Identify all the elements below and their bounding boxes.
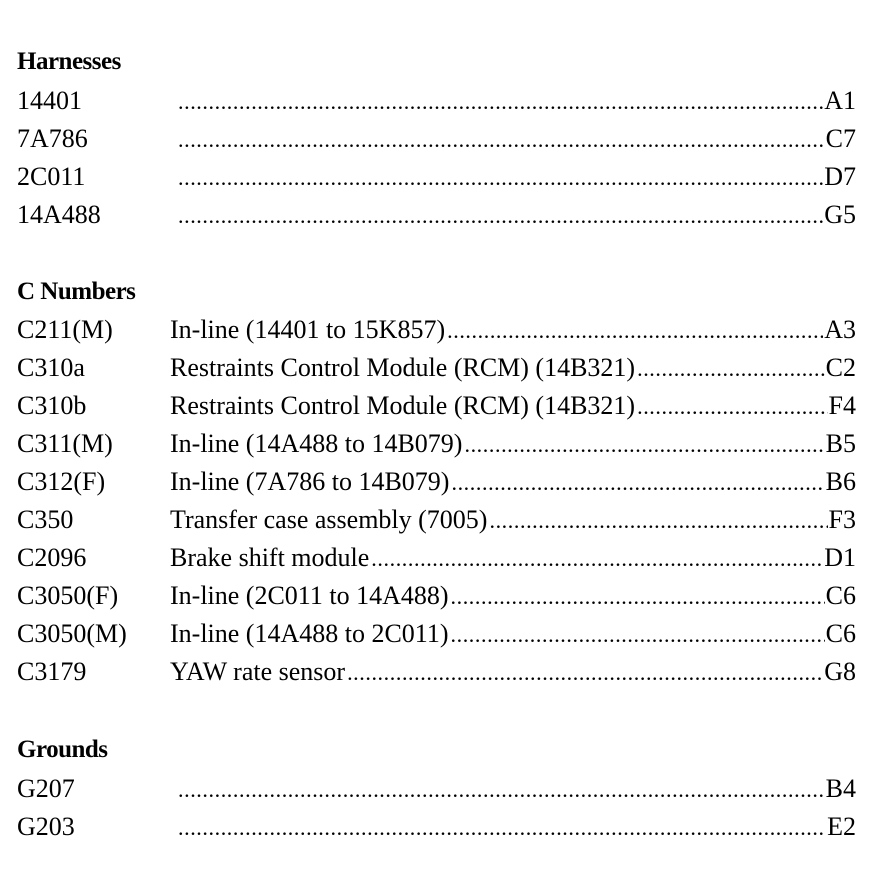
connector-description: Brake shift module: [170, 543, 370, 572]
connector-description: Restraints Control Module (RCM) (14B321): [170, 353, 636, 382]
connector-row: [0, 615, 874, 653]
dot-leader: [451, 464, 824, 502]
connector-description: Transfer case assembly (7005): [170, 505, 488, 534]
dot-leader: [178, 809, 826, 847]
leader-line: [170, 653, 856, 692]
grid-location: D1: [824, 543, 856, 572]
leader-line: [170, 615, 856, 654]
connector-code: C3050(M): [17, 619, 127, 648]
connector-code: C3179: [17, 657, 87, 686]
dot-leader: [637, 350, 825, 388]
connector-description: In-line (14A488 to 2C011): [170, 619, 449, 648]
harness-code: 14401: [17, 86, 82, 115]
leader-line: [176, 158, 856, 197]
connector-row: [0, 577, 874, 615]
connector-row: [0, 349, 874, 387]
leader-line: [170, 463, 856, 502]
grid-location: A1: [824, 86, 856, 115]
connector-description: YAW rate sensor: [170, 657, 346, 686]
connector-row: [0, 463, 874, 501]
ground-code: G207: [17, 774, 75, 803]
grid-location: A3: [824, 315, 856, 344]
connector-code: C350: [17, 505, 74, 534]
dot-leader: [178, 771, 825, 809]
harness-code: 7A786: [17, 124, 88, 153]
connector-row: [0, 311, 874, 349]
leader-line: [176, 82, 856, 121]
dot-leader: [178, 121, 825, 159]
connector-code: C211(M): [17, 315, 113, 344]
harnesses-heading: Harnesses: [17, 48, 121, 75]
leader-line: [170, 349, 856, 388]
leader-line: [170, 387, 856, 426]
harness-row: [0, 82, 874, 120]
connector-code: C310a: [17, 353, 85, 382]
grid-location: D7: [824, 162, 856, 191]
connector-description: Restraints Control Module (RCM) (14B321): [170, 391, 636, 420]
grid-location: B6: [825, 467, 856, 496]
dot-leader: [464, 426, 824, 464]
dot-leader: [489, 502, 827, 540]
ground-row: [0, 808, 874, 846]
grid-location: C6: [825, 581, 856, 610]
grid-location: B5: [825, 429, 856, 458]
dot-leader: [451, 578, 825, 616]
connector-row: [0, 425, 874, 463]
harness-row: [0, 120, 874, 158]
grid-location: F4: [828, 391, 856, 420]
harness-code: 14A488: [17, 200, 101, 229]
leader-line: [170, 425, 856, 464]
grid-location: F3: [828, 505, 856, 534]
connector-code: C3050(F): [17, 581, 119, 610]
leader-line: [176, 120, 856, 159]
grid-location: G8: [824, 657, 856, 686]
dot-leader: [371, 540, 823, 578]
connector-row: [0, 539, 874, 577]
leader-line: [176, 770, 856, 809]
grid-location: C2: [825, 353, 856, 382]
leader-line: [170, 539, 856, 578]
leader-line: [176, 808, 856, 847]
dot-leader: [178, 159, 823, 197]
dot-leader: [451, 616, 825, 654]
connector-description: In-line (7A786 to 14B079): [170, 467, 450, 496]
dot-leader: [447, 312, 823, 350]
leader-line: [176, 196, 856, 235]
connector-description: In-line (14A488 to 14B079): [170, 429, 463, 458]
grid-location: B4: [825, 774, 856, 803]
grid-location: G5: [824, 200, 856, 229]
grid-location: E2: [827, 812, 856, 841]
connector-row: [0, 501, 874, 539]
connector-description: In-line (14401 to 15K857): [170, 315, 446, 344]
harness-code: 2C011: [17, 162, 86, 191]
dot-leader: [178, 83, 823, 121]
connector-code: C310b: [17, 391, 87, 420]
connector-row: [0, 387, 874, 425]
connector-code: C2096: [17, 543, 87, 572]
c-numbers-heading: C Numbers: [17, 278, 136, 305]
connector-code: C312(F): [17, 467, 106, 496]
leader-line: [170, 577, 856, 616]
dot-leader: [637, 388, 827, 426]
harness-row: [0, 196, 874, 234]
grid-location: C6: [825, 619, 856, 648]
dot-leader: [347, 654, 823, 692]
leader-line: [170, 501, 856, 540]
ground-code: G203: [17, 812, 75, 841]
grid-location: C7: [825, 124, 856, 153]
grounds-heading: Grounds: [17, 736, 108, 763]
harness-row: [0, 158, 874, 196]
connector-description: In-line (2C011 to 14A488): [170, 581, 449, 610]
connector-code: C311(M): [17, 429, 113, 458]
ground-row: [0, 770, 874, 808]
connector-row: [0, 653, 874, 691]
dot-leader: [178, 197, 823, 235]
leader-line: [170, 311, 856, 350]
